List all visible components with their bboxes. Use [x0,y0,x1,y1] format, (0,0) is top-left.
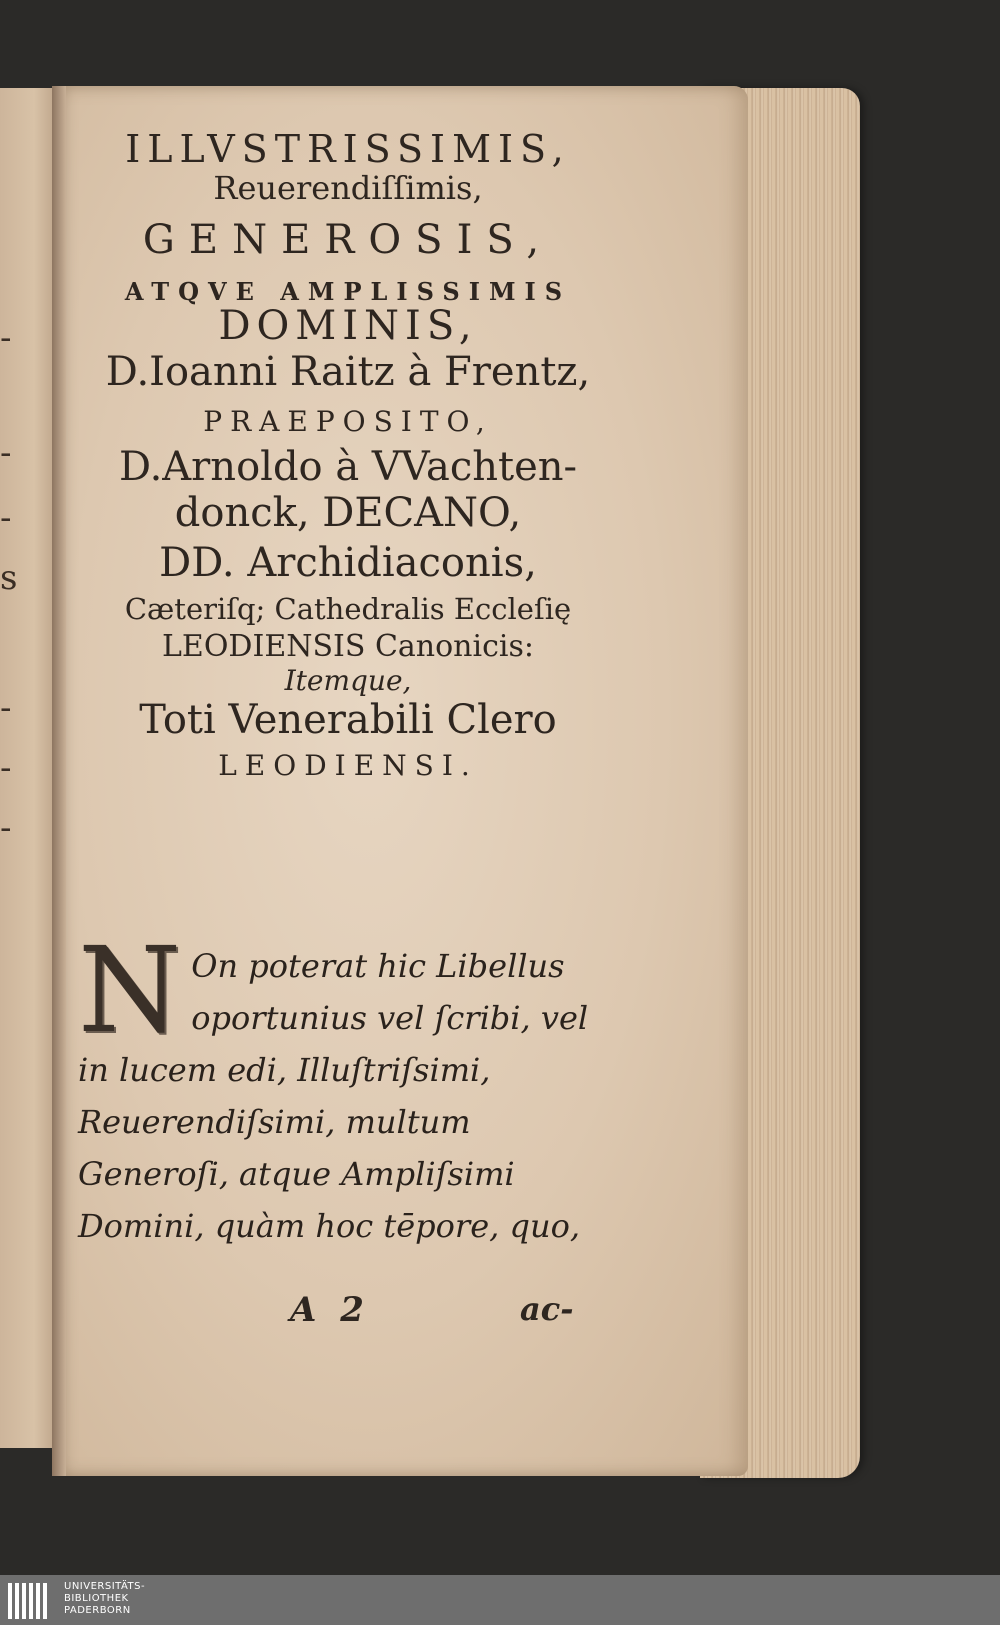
dedication-line: LEODIENSIS Canonicis: [162,628,534,664]
body-paragraph [78,921,598,1252]
dedication-line: Cæteriſq; Cathedralis Eccleſię [124,592,572,627]
signature-mark: A 2 [290,1290,370,1330]
dedication-line: GENEROSIS, [142,217,554,264]
left-page-text: - [0,688,12,728]
library-logo-icon [8,1583,58,1619]
dedication-line: D.Ioanni Raitz à Frentz, [105,348,591,395]
left-page-text: - [0,433,12,473]
dedication-line: Toti Venerabili Clero [139,697,557,744]
dedication-line: ILLVSTRISSIMIS, [125,127,571,171]
dedication-line: donck, DECANO, [174,490,522,537]
left-page-text: - [0,748,12,788]
left-page-text: - [0,498,12,538]
logo-text-line: BIBLIOTHEK [64,1593,129,1604]
body-text: On poterat hic Libellus oportunius vel ſcribi, vel in lucem edi, Illuſtriſsimi, Reuerendiſsimi, multum Generoſi, atque Ampliſsimi Domini, quàm hoc tēpore, quo, [78,947,589,1245]
left-page-text: - [0,318,12,358]
book-gutter [52,86,66,1476]
drop-cap: N [78,921,182,1059]
left-page-text: - [0,808,12,848]
dedication-line: Reuerendiſſimis, [213,168,483,207]
left-page-text: s [0,558,18,598]
library-logo-text [64,1581,145,1617]
dedication-line: ATQVE AMPLISSIMIS [124,277,572,307]
dedication-line: DD. Archidiaconis, [159,540,537,587]
dedication-line: Itemque, [284,664,412,697]
dedication-line: D.Arnoldo à VVachten- [118,444,578,491]
dedication-line: PRAEPOSITO, [203,404,493,438]
footer-bar [0,1575,1000,1625]
logo-text-line: PADERBORN [64,1605,131,1616]
logo-text-line: UNIVERSITÄTS- [64,1581,146,1592]
dedication-line: DOMINIS, [218,302,478,349]
dedication-heading [78,127,618,783]
dedication-line: LEODIENSI. [218,749,478,783]
catchword: ac- [520,1290,574,1328]
